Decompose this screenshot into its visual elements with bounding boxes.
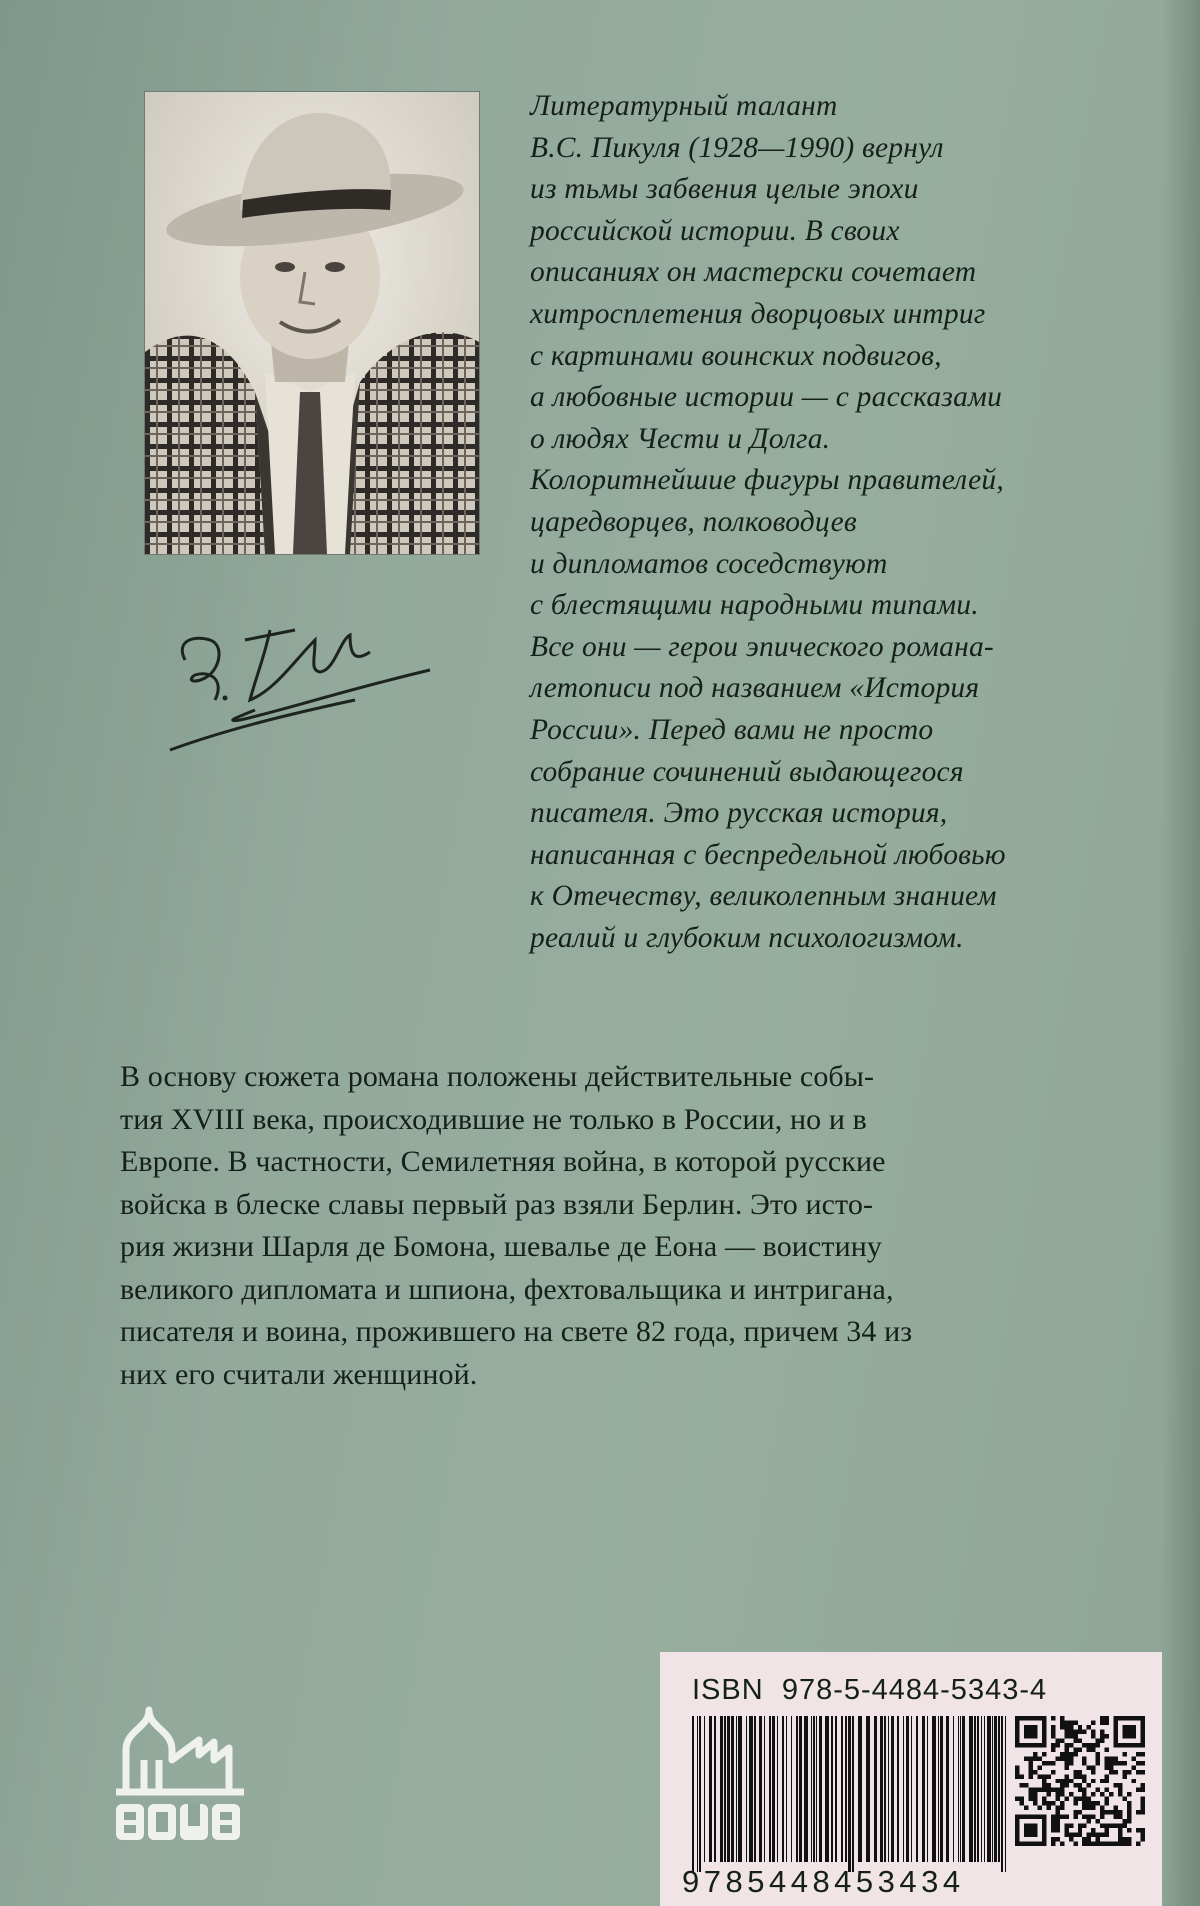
barcode-bar <box>874 1716 877 1862</box>
barcode-bar <box>746 1716 747 1862</box>
barcode-bar <box>891 1716 894 1862</box>
barcode-bar <box>749 1716 753 1862</box>
description-line: собрание сочинений выдающегося <box>530 755 964 788</box>
barcode-bar <box>796 1716 798 1862</box>
barcode-bar <box>769 1716 771 1862</box>
isbn-line <box>692 1674 1047 1707</box>
description-line: а любовные истории — с рассказами <box>530 381 1003 414</box>
barcode-bar <box>992 1716 993 1862</box>
description-line: царедворцев, полководцев <box>530 505 857 538</box>
barcode-bar <box>816 1716 817 1862</box>
barcode-digits: 9785448453434 <box>682 1864 965 1899</box>
synopsis-line: В основу сюжета романа положены действительные собы- <box>120 1060 875 1093</box>
synopsis-line: великого дипломата и шпиона, фехтовальщика и интригана, <box>120 1272 894 1306</box>
barcode-bar <box>906 1716 909 1862</box>
barcode-bar <box>998 1716 1000 1862</box>
barcode-bar <box>946 1716 949 1862</box>
barcode-bar <box>858 1716 862 1862</box>
barcode-bar <box>720 1716 723 1862</box>
ean-barcode <box>688 1716 1014 1872</box>
barcode-bar <box>786 1716 787 1862</box>
description-line: реалий и глубоким психологизмом. <box>530 921 964 954</box>
synopsis-line: тия XVIII века, происходившие не только в России, но и в <box>120 1102 867 1136</box>
barcode-bar <box>777 1716 778 1862</box>
isbn-barcode-panel <box>660 1652 1162 1906</box>
novel-synopsis <box>120 1056 1160 1396</box>
barcode-bar <box>922 1716 925 1862</box>
barcode-bar <box>736 1716 737 1862</box>
barcode-bar <box>709 1716 712 1862</box>
barcode-bar <box>962 1716 965 1862</box>
barcode-bar <box>981 1716 982 1862</box>
barcode-bar <box>911 1716 912 1862</box>
barcode-bar <box>1001 1716 1003 1872</box>
barcode-bar <box>754 1716 756 1862</box>
barcode-bar <box>772 1716 775 1862</box>
description-line: о людях Чести и Долга. <box>530 422 831 455</box>
barcode-bar <box>845 1716 847 1862</box>
description-line: с картинами воинских подвигов, <box>530 339 942 372</box>
barcode-bar <box>841 1716 843 1862</box>
barcode-bar <box>916 1716 918 1862</box>
barcode-bar <box>974 1716 976 1862</box>
barcode-bar <box>738 1716 742 1862</box>
barcode-bar <box>852 1716 854 1872</box>
barcode-bar <box>994 1716 997 1862</box>
description-line: описаниях он мастерски сочетает <box>530 256 977 289</box>
barcode-bar <box>799 1716 802 1862</box>
barcode-bar <box>987 1716 991 1862</box>
barcode-bar <box>897 1716 899 1862</box>
description-line: из тьмы забвения целые эпохи <box>530 173 919 206</box>
barcode-bar <box>831 1716 833 1862</box>
author-description <box>530 86 1150 959</box>
barcode-bar <box>953 1716 954 1862</box>
barcode-bar <box>825 1716 829 1862</box>
synopsis-line: писателя и воина, прожившего на свете 82 года, причем 34 из <box>120 1315 913 1348</box>
barcode-bar <box>984 1716 985 1862</box>
description-line: Колоритнейшие фигуры правителей, <box>530 464 1004 497</box>
description-line: России». Перед вами не просто <box>530 713 934 746</box>
synopsis-line: рия жизни Шарля де Бомона, шевалье де Еона — воистину <box>120 1230 882 1263</box>
synopsis-line: Европе. В частности, Семилетняя война, в которой русские <box>120 1145 886 1178</box>
barcode-bar <box>731 1716 734 1862</box>
barcode-bar <box>940 1716 943 1862</box>
barcode-bar <box>848 1716 851 1872</box>
barcode-bar <box>927 1716 928 1862</box>
description-line: и дипломатов соседствуют <box>530 547 888 580</box>
barcode-bar <box>714 1716 716 1862</box>
barcode-bar <box>835 1716 837 1862</box>
description-line: хитросплетения дворцовых интриг <box>530 297 986 330</box>
barcode-bar <box>969 1716 973 1862</box>
description-line: к Отечеству, великолепным знанием <box>530 880 997 913</box>
description-line: В.С. Пикуля (1928—1990) вернул <box>530 131 944 164</box>
barcode-bar <box>699 1716 701 1872</box>
qr-code <box>1015 1716 1145 1846</box>
barcode-bar <box>724 1716 726 1862</box>
description-line: летописи под названием «История <box>530 672 980 705</box>
barcode-bar <box>813 1716 815 1862</box>
barcode-bar <box>880 1716 883 1862</box>
barcode-bar <box>782 1716 784 1862</box>
barcode-bar <box>1005 1716 1006 1872</box>
barcode-bar <box>888 1716 889 1862</box>
description-line: Литературный талант <box>530 90 838 122</box>
barcode-bar <box>958 1716 959 1862</box>
barcode-bar <box>764 1716 765 1862</box>
barcode-bar <box>977 1716 979 1862</box>
publisher-logo-icon <box>104 1700 254 1850</box>
barcode-bar <box>704 1716 705 1862</box>
synopsis-line: войска в блеске славы первый раз взяли Берлин. Это исто- <box>120 1187 874 1221</box>
description-line: Все они — герои эпического романа- <box>530 630 994 663</box>
synopsis-line: них его считали женщиной. <box>120 1357 478 1391</box>
author-signature <box>165 600 445 770</box>
isbn-label: ISBN <box>692 1674 764 1706</box>
barcode-bar <box>692 1716 694 1872</box>
author-portrait-photo <box>145 92 479 554</box>
barcode-bar <box>759 1716 762 1862</box>
description-line: российской истории. В своих <box>530 214 900 247</box>
barcode-bar <box>903 1716 904 1862</box>
barcode-bar <box>938 1716 939 1862</box>
barcode-bar <box>811 1716 812 1862</box>
description-line: с блестящими народными типами. <box>530 589 979 622</box>
barcode-bar <box>932 1716 936 1862</box>
description-line: написанная с беспредельной любовью <box>530 838 1006 871</box>
barcode-bar <box>791 1716 792 1862</box>
barcode-bar <box>727 1716 730 1862</box>
barcode-bar <box>697 1716 698 1872</box>
barcode-bar <box>819 1716 822 1862</box>
description-line: писателя. Это русская история, <box>530 797 948 830</box>
isbn-number: 978-5-4484-5343-4 <box>781 1674 1048 1706</box>
barcode-bar <box>884 1716 886 1862</box>
barcode-bar <box>866 1716 870 1862</box>
barcode-bar <box>960 1716 961 1862</box>
barcode-bar <box>804 1716 808 1862</box>
